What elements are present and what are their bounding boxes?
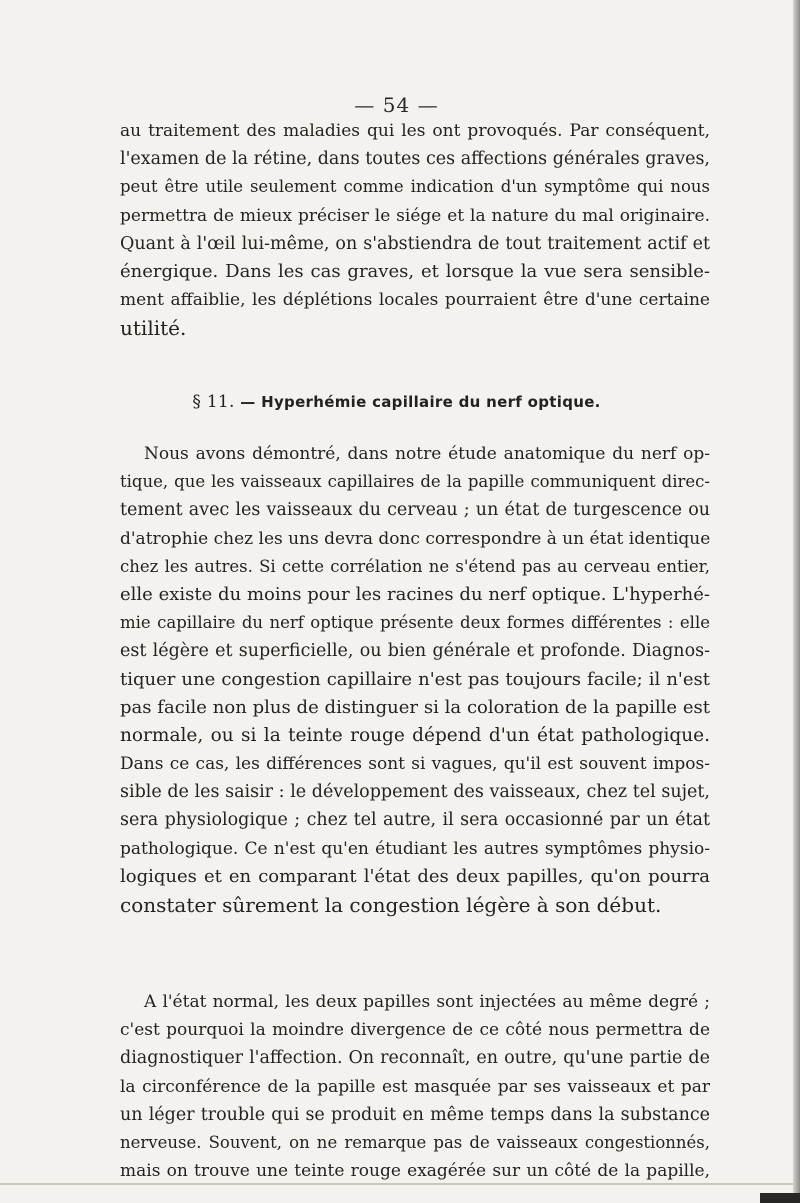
text-line: peut être utile seulement comme indication d'un symptôme qui nous (120, 177, 710, 197)
text-line: ment affaiblie, les déplétions locales pourraient être d'une certaine (120, 290, 710, 311)
text-line: Quant à l'œil lui-même, on s'abstiendra de tout traitement actif et (120, 233, 710, 254)
text-line: tique, que les vaisseaux capillaires de la papille communiquent direc- (120, 472, 710, 492)
text-line: chez les autres. Si cette corrélation ne s'étend pas au cerveau entier, (120, 556, 710, 576)
text-line: un léger trouble qui se produit en même temps dans la substance (120, 1104, 710, 1125)
text-line: pas facile non plus de distinguer si la coloration de la papille est (120, 696, 710, 718)
text-line: mie capillaire du nerf optique présente deux formes différentes : elle (120, 613, 710, 633)
paragraph-3 (120, 988, 710, 1185)
text-line: utilité. (120, 316, 187, 341)
paragraph-1 (120, 117, 710, 343)
text-line: est légère et superficielle, ou bien générale et profonde. Diagnos- (120, 641, 710, 662)
text-line: pathologique. Ce n'est qu'en étudiant les autres symptômes physio- (120, 838, 710, 859)
paragraph-2 (120, 440, 710, 919)
page-number: — 54 — (354, 93, 439, 117)
text-line: mais on trouve une teinte rouge exagérée sur un côté de la papille, (120, 1161, 710, 1182)
section-heading (0, 392, 793, 412)
text-line: Nous avons démontré, dans notre étude anatomique du nerf op- (144, 444, 710, 464)
text-line: énergique. Dans les cas graves, et lorsque la vue sera sensible- (120, 260, 710, 282)
text-line: tiquer une congestion capillaire n'est pas toujours facile; il n'est (120, 668, 710, 690)
text-line: elle existe du moins pour les racines du nerf optique. L'hyperhé- (120, 583, 710, 605)
text-line: tement avec les vaisseaux du cerveau ; un état de turgescence ou (120, 500, 710, 521)
text-line: normale, ou si la teinte rouge dépend d'un état pathologique. (120, 724, 710, 746)
text-line: logiques et en comparant l'état des deux papilles, qu'on pourra (120, 865, 710, 887)
text-line: sera physiologique ; chez tel autre, il sera occasionné par un état (120, 810, 710, 831)
text-line: permettra de mieux préciser le siége et la nature du mal originaire. (120, 205, 710, 226)
section-title: — Hyperhémie capillaire du nerf optique. (234, 393, 601, 411)
section-symbol: § 11. (192, 392, 235, 412)
corner-mark (760, 1193, 800, 1203)
text-line: l'examen de la rétine, dans toutes ces affections générales graves, (120, 149, 710, 170)
text-line: constater sûrement la congestion légère à son début. (120, 893, 662, 917)
text-line: nerveuse. Souvent, on ne remarque pas de vaisseaux congestionnés, (120, 1132, 710, 1152)
text-line: d'atrophie chez les uns devra donc correspondre à un état identique (120, 528, 711, 549)
text-line: A l'état normal, les deux papilles sont injectées au même degré ; (144, 992, 710, 1012)
text-line: la circonférence de la papille est masquée par ses vaisseaux et par (120, 1076, 710, 1097)
text-line: c'est pourquoi la moindre divergence de ce côté nous permettra de (120, 1020, 710, 1041)
page-edge (793, 0, 800, 1203)
text-line: au traitement des maladies qui les ont provoqués. Par conséquent, (120, 121, 710, 141)
text-line: Dans ce cas, les différences sont si vagues, qu'il est souvent impos- (120, 754, 710, 775)
text-line: sible de les saisir : le développement des vaisseaux, chez tel sujet, (120, 782, 710, 803)
bottom-rule (0, 1183, 793, 1185)
text-line: diagnostiquer l'affection. On reconnaît, en outre, qu'une partie de (120, 1048, 710, 1069)
